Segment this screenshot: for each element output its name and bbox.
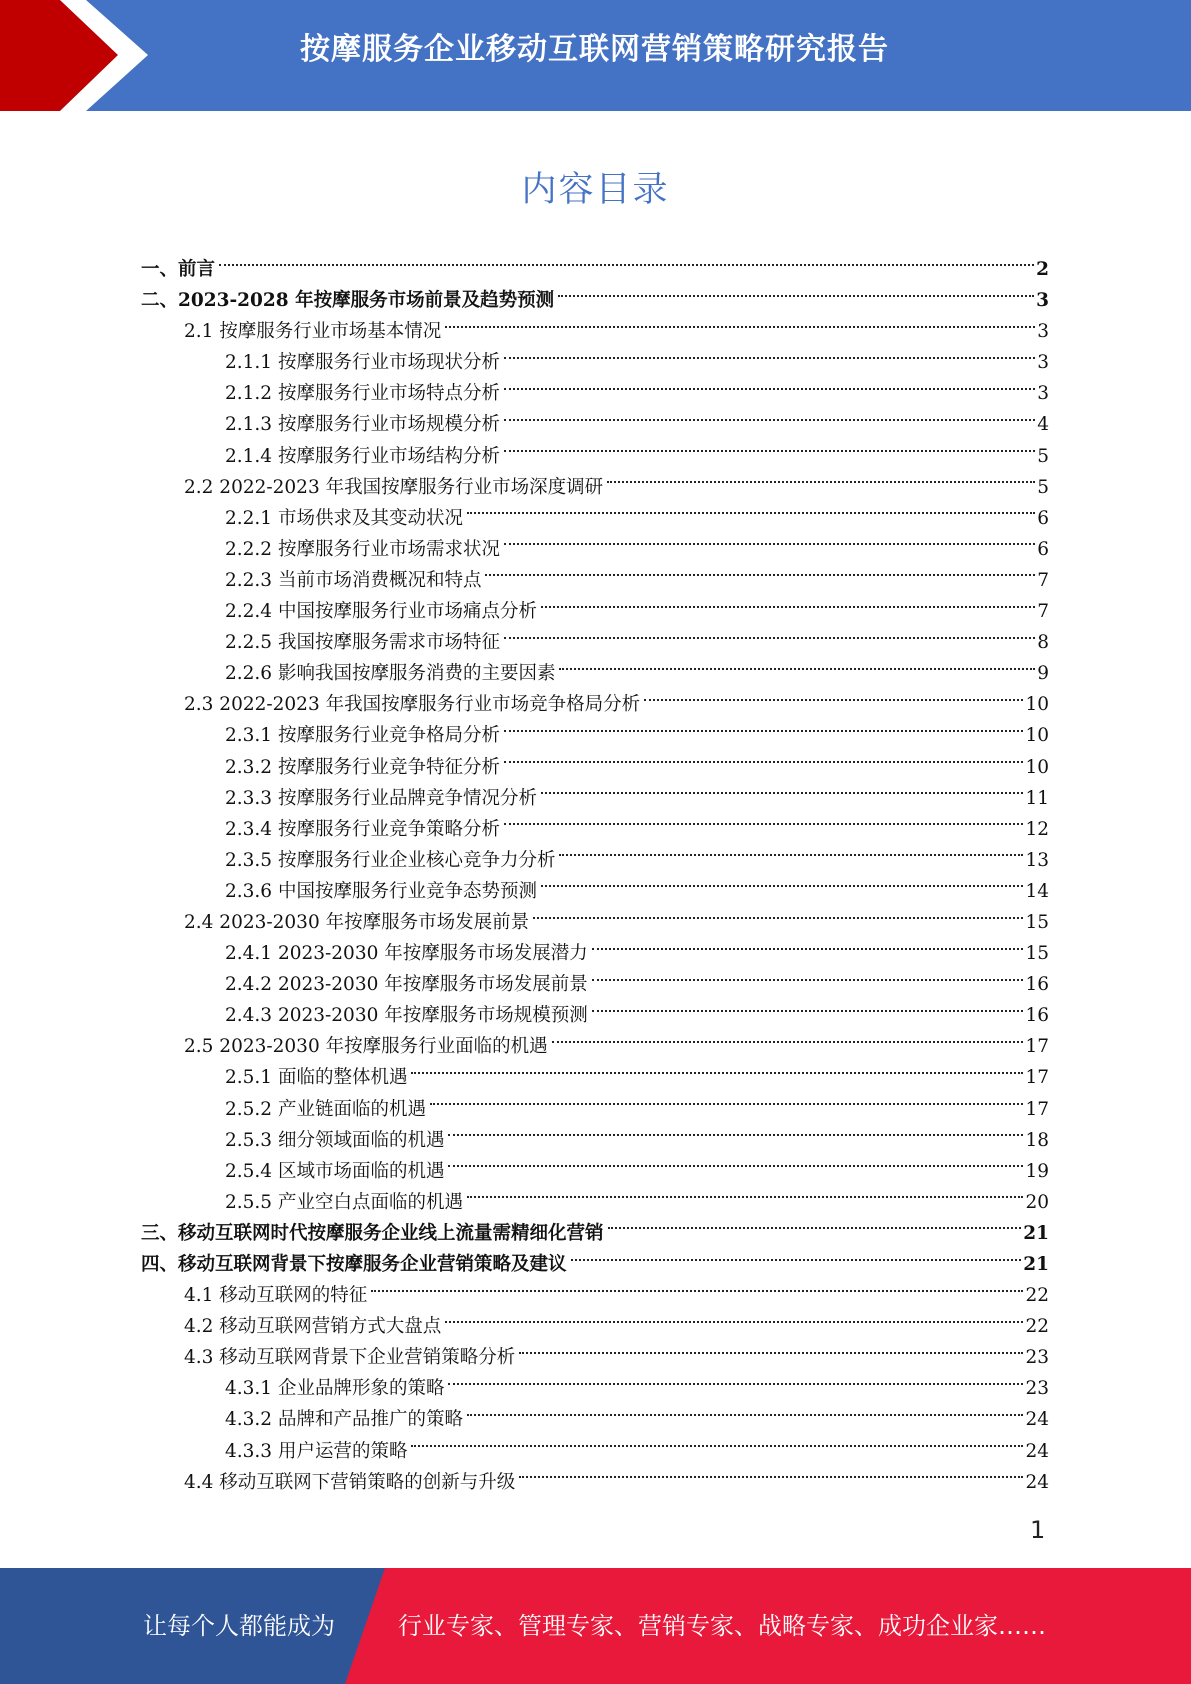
- toc-entry-page: 24: [1025, 1409, 1049, 1431]
- toc-entry-page: 7: [1037, 601, 1049, 623]
- toc-dot-leader: [541, 885, 1023, 887]
- toc-entry-label: 2.3.2 按摩服务行业竞争特征分析: [225, 756, 500, 778]
- toc-entry-label: 2.5.4 区域市场面临的机遇: [225, 1160, 445, 1182]
- toc-entry-label: 2.5.2 产业链面临的机遇: [225, 1098, 426, 1120]
- toc-entry-label: 2.3.6 中国按摩服务行业竞争态势预测: [225, 880, 537, 902]
- toc-entry-page: 17: [1025, 1067, 1049, 1089]
- toc-entry[interactable]: [141, 1156, 1049, 1187]
- toc-entry-label: 4.2 移动互联网营销方式大盘点: [184, 1316, 442, 1338]
- toc-entry[interactable]: [141, 409, 1049, 440]
- toc-dot-leader: [371, 1290, 1023, 1292]
- toc-entry-label: 四、移动互联网背景下按摩服务企业营销策略及建议: [141, 1254, 567, 1275]
- toc-entry[interactable]: [141, 1187, 1049, 1218]
- toc-entry[interactable]: [141, 347, 1049, 378]
- toc-entry[interactable]: [141, 1218, 1049, 1249]
- toc-entry[interactable]: [141, 565, 1049, 596]
- toc-entry-page: 24: [1025, 1471, 1049, 1493]
- toc-entry-page: 16: [1025, 974, 1049, 996]
- toc-dot-leader: [411, 1072, 1023, 1074]
- toc-entry[interactable]: [141, 1342, 1049, 1373]
- toc-entry[interactable]: [141, 720, 1049, 751]
- toc-entry-page: 21: [1023, 1254, 1049, 1275]
- toc-entry[interactable]: [141, 1062, 1049, 1093]
- toc-entry[interactable]: [141, 938, 1049, 969]
- toc-dot-leader: [411, 1445, 1023, 1447]
- toc-dot-leader: [592, 1010, 1024, 1012]
- toc-entry-label: 2.2.2 按摩服务行业市场需求状况: [225, 538, 500, 560]
- toc-dot-leader: [504, 388, 1035, 390]
- toc-entry-label: 2.4.2 2023-2030 年按摩服务市场发展前景: [225, 974, 588, 996]
- toc-entry-label: 二、2023-2028 年按摩服务市场前景及趋势预测: [141, 290, 555, 312]
- toc-entry-page: 2: [1036, 259, 1049, 280]
- toc-entry[interactable]: [141, 534, 1049, 565]
- toc-dot-leader: [519, 1352, 1023, 1354]
- toc-dot-leader: [644, 699, 1023, 701]
- toc-entry[interactable]: [141, 876, 1049, 907]
- footer-slogan-right: 行业专家、管理专家、营销专家、战略专家、成功企业家……: [398, 1612, 1046, 1640]
- toc-entry-page: 10: [1025, 756, 1049, 778]
- toc-entry-page: 3: [1037, 383, 1049, 405]
- toc-entry-label: 2.2.4 中国按摩服务行业市场痛点分析: [225, 601, 537, 623]
- toc-entry[interactable]: [141, 752, 1049, 783]
- toc-entry-label: 2.2.3 当前市场消费概况和特点: [225, 569, 482, 591]
- footer-banner: [0, 1568, 1191, 1684]
- toc-entry-page: 4: [1037, 414, 1049, 436]
- toc-entry-page: 6: [1037, 538, 1049, 560]
- toc-dot-leader: [571, 1259, 1022, 1261]
- toc-entry-page: 9: [1037, 663, 1049, 685]
- toc-entry[interactable]: [141, 627, 1049, 658]
- toc-dot-leader: [592, 979, 1024, 981]
- toc-entry-label: 2.2.6 影响我国按摩服务消费的主要因素: [225, 663, 556, 685]
- toc-dot-leader: [519, 1476, 1023, 1478]
- toc-dot-leader: [607, 481, 1035, 483]
- toc-dot-leader: [504, 637, 1035, 639]
- toc-entry-page: 17: [1025, 1036, 1049, 1058]
- toc-dot-leader: [504, 543, 1035, 545]
- toc-dot-leader: [592, 948, 1024, 950]
- toc-entry-label: 2.3 2022-2023 年我国按摩服务行业市场竞争格局分析: [184, 694, 641, 716]
- toc-entry-label: 2.1.3 按摩服务行业市场规模分析: [225, 414, 500, 436]
- toc-entry-page: 6: [1037, 507, 1049, 529]
- toc-entry[interactable]: [141, 1280, 1049, 1311]
- toc-dot-leader: [541, 606, 1035, 608]
- toc-entry[interactable]: [141, 596, 1049, 627]
- toc-entry-label: 一、前言: [141, 259, 216, 280]
- toc-dot-leader: [533, 917, 1023, 919]
- toc-entry-label: 2.5.3 细分领域面临的机遇: [225, 1129, 445, 1151]
- toc-dot-leader: [448, 1165, 1023, 1167]
- toc-entry-page: 12: [1025, 818, 1049, 840]
- toc-entry[interactable]: [141, 1000, 1049, 1031]
- toc-entry-page: 10: [1025, 694, 1049, 716]
- toc-dot-leader: [559, 854, 1023, 856]
- toc-entry-label: 4.4 移动互联网下营销策略的创新与升级: [184, 1471, 516, 1493]
- toc-entry-page: 10: [1025, 725, 1049, 747]
- toc-entry-page: 5: [1037, 476, 1049, 498]
- toc-dot-leader: [219, 264, 1034, 266]
- toc-dot-leader: [430, 1103, 1023, 1105]
- toc-dot-leader: [445, 326, 1035, 328]
- toc-heading: 内容目录: [521, 170, 670, 210]
- toc-entry-page: 18: [1025, 1129, 1049, 1151]
- toc-entry[interactable]: [141, 1404, 1049, 1435]
- toc-entry-page: 16: [1025, 1005, 1049, 1027]
- toc-entry-label: 2.3.3 按摩服务行业品牌竞争情况分析: [225, 787, 537, 809]
- toc-entry-label: 2.1.1 按摩服务行业市场现状分析: [225, 352, 500, 374]
- toc-dot-leader: [504, 730, 1023, 732]
- toc-dot-leader: [467, 1196, 1023, 1198]
- toc-entry-page: 23: [1025, 1378, 1049, 1400]
- toc-entry-label: 4.1 移动互联网的特征: [184, 1285, 368, 1307]
- toc-entry-label: 2.1.4 按摩服务行业市场结构分析: [225, 445, 500, 467]
- toc-entry-page: 5: [1037, 445, 1049, 467]
- toc-entry[interactable]: [141, 814, 1049, 845]
- toc-entry-page: 11: [1025, 787, 1049, 809]
- toc-dot-leader: [608, 1227, 1022, 1229]
- footer-slogan-left: 让每个人都能成为: [143, 1612, 335, 1640]
- toc-entry[interactable]: [141, 254, 1049, 285]
- toc-dot-leader: [448, 1134, 1023, 1136]
- toc-dot-leader: [467, 512, 1035, 514]
- toc-entry[interactable]: [141, 441, 1049, 472]
- toc-entry-label: 4.3.3 用户运营的策略: [225, 1440, 408, 1462]
- toc-dot-leader: [485, 574, 1035, 576]
- toc-entry-page: 13: [1025, 849, 1049, 871]
- toc-entry-label: 2.5.1 面临的整体机遇: [225, 1067, 408, 1089]
- toc-entry[interactable]: [141, 1125, 1049, 1156]
- toc-dot-leader: [504, 823, 1023, 825]
- toc-entry[interactable]: [141, 1031, 1049, 1062]
- toc-entry-label: 4.3 移动互联网背景下企业营销策略分析: [184, 1347, 516, 1369]
- toc-entry-page: 3: [1037, 352, 1049, 374]
- toc-entry[interactable]: [141, 1436, 1049, 1467]
- toc-entry-page: 19: [1025, 1160, 1049, 1182]
- toc-entry[interactable]: [141, 1094, 1049, 1125]
- toc-entry-label: 2.5.5 产业空白点面临的机遇: [225, 1191, 463, 1213]
- toc-dot-leader: [559, 668, 1035, 670]
- toc-entry[interactable]: [141, 1373, 1049, 1404]
- toc-entry-page: 14: [1025, 880, 1049, 902]
- toc-entry-label: 2.4.3 2023-2030 年按摩服务市场规模预测: [225, 1005, 588, 1027]
- header-banner: [0, 0, 1191, 111]
- toc-entry-label: 2.2.1 市场供求及其变动状况: [225, 507, 463, 529]
- toc-entry-label: 2.3.4 按摩服务行业竞争策略分析: [225, 818, 500, 840]
- toc-dot-leader: [504, 357, 1035, 359]
- toc-entry[interactable]: [141, 845, 1049, 876]
- toc-dot-leader: [541, 792, 1023, 794]
- toc-entry-page: 24: [1025, 1440, 1049, 1462]
- toc-dot-leader: [552, 1041, 1024, 1043]
- toc-dot-leader: [445, 1321, 1023, 1323]
- toc-entry[interactable]: [141, 503, 1049, 534]
- page-number: 1: [1030, 1516, 1046, 1544]
- toc-entry[interactable]: [141, 907, 1049, 938]
- toc-entry-page: 20: [1025, 1191, 1049, 1213]
- toc-entry-label: 4.3.1 企业品牌形象的策略: [225, 1378, 445, 1400]
- toc-entry-page: 3: [1037, 321, 1049, 343]
- toc-entry[interactable]: [141, 285, 1049, 316]
- toc-entry[interactable]: [141, 658, 1049, 689]
- toc-entry-page: 23: [1025, 1347, 1049, 1369]
- toc-entry-page: 22: [1025, 1316, 1049, 1338]
- toc-entry-page: 15: [1025, 943, 1049, 965]
- toc-entry[interactable]: [141, 969, 1049, 1000]
- toc-entry[interactable]: [141, 472, 1049, 503]
- toc-dot-leader: [504, 419, 1035, 421]
- toc-dot-leader: [558, 295, 1034, 297]
- toc-entry-page: 15: [1025, 911, 1049, 933]
- toc-entry[interactable]: [141, 1311, 1049, 1342]
- toc-entry-label: 2.3.5 按摩服务行业企业核心竞争力分析: [225, 849, 556, 871]
- toc-entry[interactable]: [141, 316, 1049, 347]
- toc-entry-label: 三、移动互联网时代按摩服务企业线上流量需精细化营销: [141, 1222, 604, 1244]
- toc-entry-label: 2.4 2023-2030 年按摩服务市场发展前景: [184, 911, 530, 933]
- toc-entry-page: 8: [1037, 632, 1049, 654]
- toc-entry[interactable]: [141, 783, 1049, 814]
- table-of-contents: [141, 254, 1049, 1498]
- toc-entry-page: 17: [1025, 1098, 1049, 1120]
- toc-entry-label: 2.4.1 2023-2030 年按摩服务市场发展潜力: [225, 943, 588, 965]
- toc-dot-leader: [504, 450, 1035, 452]
- toc-entry[interactable]: [141, 1467, 1049, 1498]
- toc-entry[interactable]: [141, 1249, 1049, 1280]
- toc-entry[interactable]: [141, 378, 1049, 409]
- toc-dot-leader: [448, 1383, 1023, 1385]
- toc-entry[interactable]: [141, 689, 1049, 720]
- toc-entry-label: 4.3.2 品牌和产品推广的策略: [225, 1409, 463, 1431]
- toc-entry-label: 2.1.2 按摩服务行业市场特点分析: [225, 383, 500, 405]
- toc-entry-label: 2.2.5 我国按摩服务需求市场特征: [225, 632, 500, 654]
- toc-entry-label: 2.3.1 按摩服务行业竞争格局分析: [225, 725, 500, 747]
- toc-entry-label: 2.5 2023-2030 年按摩服务行业面临的机遇: [184, 1036, 548, 1058]
- report-title: 按摩服务企业移动互联网营销策略研究报告: [300, 32, 889, 67]
- toc-entry-page: 21: [1023, 1222, 1049, 1244]
- toc-entry-label: 2.1 按摩服务行业市场基本情况: [184, 321, 442, 343]
- toc-dot-leader: [504, 761, 1023, 763]
- toc-entry-page: 7: [1037, 569, 1049, 591]
- toc-entry-page: 3: [1036, 290, 1049, 312]
- toc-entry-page: 22: [1025, 1285, 1049, 1307]
- toc-entry-label: 2.2 2022-2023 年我国按摩服务行业市场深度调研: [184, 476, 604, 498]
- toc-dot-leader: [467, 1414, 1023, 1416]
